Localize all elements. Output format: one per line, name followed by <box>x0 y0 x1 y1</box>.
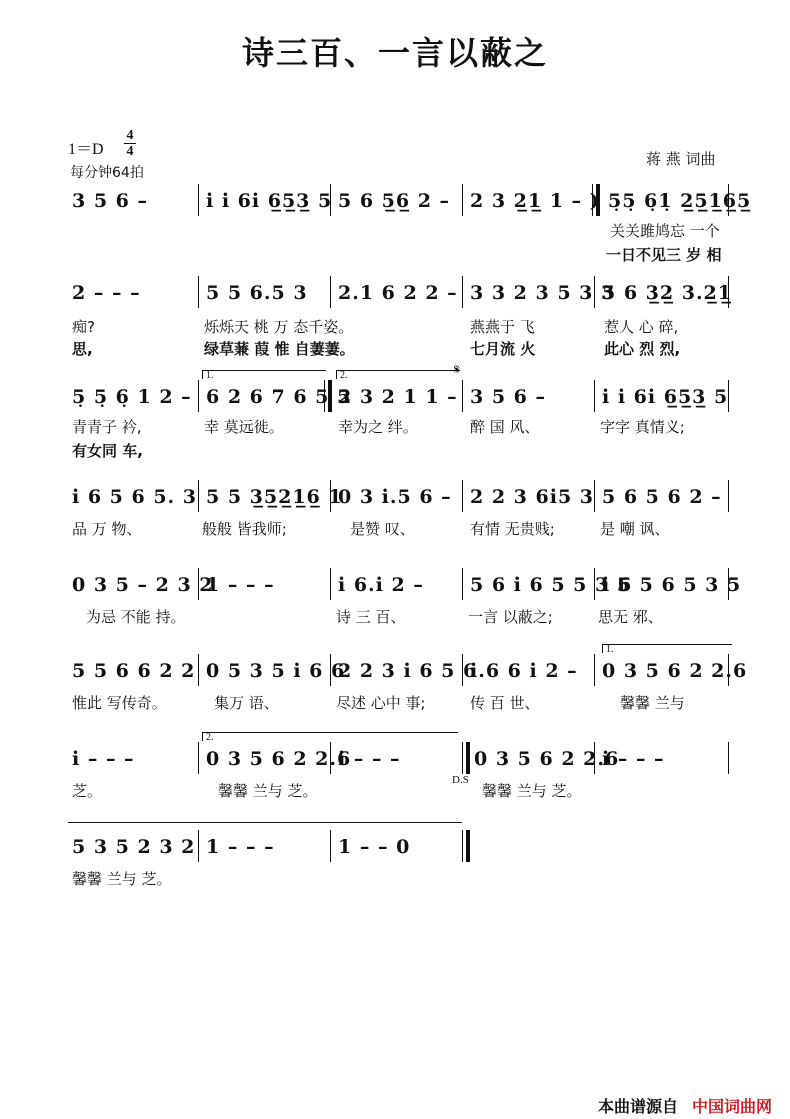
barline <box>198 480 199 512</box>
lyric: 尽述 心中 事; <box>336 694 426 712</box>
measure: 5̣5̣ 6̣1̣ 2̲5̲1̲6̲5̲ <box>608 190 752 212</box>
measure: 5̣ 5̣ 6̣ 1 2 – <box>72 386 192 408</box>
barline <box>728 742 729 774</box>
measure: 5 6 5̲6̲ 2 – <box>338 190 451 212</box>
measure: 3 5 6 – <box>72 190 149 212</box>
volta-2: 2. <box>202 732 458 741</box>
meter-top: 4 <box>126 128 134 143</box>
measure: 5 5 6 6 2 2 <box>72 660 196 682</box>
barline <box>728 568 729 600</box>
barline <box>594 480 595 512</box>
barline <box>330 568 331 600</box>
measure: 5 6 3̲2̲ 3.2̲1̲ <box>602 282 733 304</box>
measure: i 6 5 6 5. 3 <box>72 486 198 508</box>
measure: 2 3 2̲1̲ 1 – ) <box>470 190 600 212</box>
lyric: 幸 莫远徙。 <box>204 418 284 436</box>
barline <box>198 742 199 774</box>
measure: 0 3 5 6 2 2.6 <box>206 748 352 770</box>
lyric: 馨馨 兰与 <box>620 694 685 712</box>
measure: 5 5 6.5 3 <box>206 282 308 304</box>
footer-credit <box>598 1094 772 1117</box>
measure: 2 – – – <box>72 282 141 304</box>
barline <box>198 654 199 686</box>
lyric: 思无 邪、 <box>598 608 663 626</box>
lyric: 一日不见三 岁 相 <box>606 246 722 264</box>
lyric: 馨馨 兰与 芝。 <box>482 782 582 800</box>
lyric: 集万 语、 <box>214 694 279 712</box>
meter-bottom: 4 <box>126 144 134 159</box>
segno-icon: 𝄋 <box>454 362 461 378</box>
notes-line <box>68 656 748 686</box>
measure: 5 3 5 2 3 2 <box>72 836 196 858</box>
lyric: 痴? <box>72 318 95 336</box>
lyric: 惹人 心 碎, <box>604 318 679 336</box>
measure: 5 6 5 6 2 – <box>602 486 722 508</box>
footer-source-text: 本曲谱源自 <box>597 1097 678 1116</box>
measure: 6 2 6 7 6 5 5 <box>206 386 352 408</box>
barline <box>198 276 199 308</box>
measure: i i 6i 6̲5̲3̲ 5 <box>206 190 333 212</box>
lyric: 思, <box>72 340 93 358</box>
lyric: 有女同 车, <box>72 442 143 460</box>
measure: 5 5 3̲5̲2̲1̲6̲ 1 <box>206 486 343 508</box>
barline <box>594 276 595 308</box>
lyric: 此心 烈 烈, <box>604 340 681 358</box>
barline <box>198 184 199 216</box>
barline <box>330 654 331 686</box>
tempo-marking: 每分钟64拍 <box>70 165 144 181</box>
barline <box>462 654 463 686</box>
key-signature: 1＝D <box>68 141 104 158</box>
footer-site-link[interactable]: 中国词曲网 <box>691 1097 772 1116</box>
barline <box>330 276 331 308</box>
notes-line <box>68 382 730 412</box>
measure: 0 3 i.5 6 – <box>338 486 452 508</box>
lyric: 品 万 物、 <box>72 520 142 538</box>
barline <box>594 568 595 600</box>
barline <box>462 276 463 308</box>
barline <box>462 568 463 600</box>
final-barline <box>462 830 470 862</box>
lyric: 馨馨 兰与 芝。 <box>218 782 318 800</box>
barline <box>728 380 729 412</box>
measure: 3 3 2 3 5 3 3 <box>470 282 616 304</box>
notes-line <box>68 482 730 512</box>
barline <box>330 480 331 512</box>
lyric: 传 百 世、 <box>470 694 540 712</box>
barline <box>728 480 729 512</box>
lyric: 芝。 <box>72 782 103 800</box>
lyric: 七月流 火 <box>470 340 536 358</box>
lyric: 为忌 不能 持。 <box>86 608 186 626</box>
barline <box>330 184 331 216</box>
measure: 0 3 5 6 2 2.6 <box>474 748 620 770</box>
lyric: 惟此 写传奇。 <box>72 694 167 712</box>
volta-2: 2. <box>336 370 460 379</box>
lyric: 般般 皆我师; <box>202 520 287 538</box>
lyric: 烁烁天 桃 万 态千姿。 <box>204 318 354 336</box>
lyric: 醉 国 风、 <box>470 418 540 436</box>
bracket-line <box>68 822 462 823</box>
repeat-end-barline <box>324 380 332 412</box>
song-title: 诗三百、一言以蔽之 <box>241 34 548 72</box>
lyric: 燕燕于 飞 <box>470 318 535 336</box>
barline <box>462 380 463 412</box>
barline <box>198 830 199 862</box>
measure: i – – – <box>602 748 665 770</box>
measure: 1 – – 0 <box>338 836 411 858</box>
lyric: 绿草蒹 葭 惟 自萋萋。 <box>204 340 355 358</box>
measure: 2 3 2 1 1 – <box>338 386 458 408</box>
barline <box>728 184 729 216</box>
barline <box>198 568 199 600</box>
lyric: 关关雎鸠忘 一个 <box>610 222 720 240</box>
barline <box>330 830 331 862</box>
barline <box>594 654 595 686</box>
lyric: 是赞 叹、 <box>350 520 415 538</box>
volta-1: 1. <box>602 644 732 653</box>
measure: i 6 5 6 5 3 5 <box>602 574 742 596</box>
measure: i 6.i 2 – <box>338 574 424 596</box>
measure: 1 – – – <box>206 836 275 858</box>
time-signature <box>122 128 138 159</box>
volta-1: 1. <box>202 370 326 379</box>
dal-segno-mark: D.S <box>452 774 469 786</box>
barline <box>728 654 729 686</box>
measure: 1 – – – <box>206 574 275 596</box>
lyric: 字字 真情义; <box>600 418 685 436</box>
barline <box>462 480 463 512</box>
lyric: 馨馨 兰与 芝。 <box>72 870 172 888</box>
lyric: 是 嘲 讽、 <box>600 520 670 538</box>
notes-line <box>68 278 733 308</box>
barline <box>330 742 331 774</box>
measure: 2.1 6 2 2 – <box>338 282 458 304</box>
barline <box>594 742 595 774</box>
notes-line <box>68 744 730 774</box>
barline <box>462 184 463 216</box>
measure: i.6 6 i 2 – <box>470 660 578 682</box>
measure: i i 6i 6̲5̲3̲ 5 <box>602 386 729 408</box>
lyric: 诗 三 百、 <box>336 608 406 626</box>
repeat-start-barline <box>592 184 600 216</box>
lyric: 有情 无贵贱; <box>470 520 555 538</box>
measure: 2 2 3 i 6 5 6 <box>338 660 478 682</box>
lyric: 一言 以蔽之; <box>468 608 553 626</box>
notes-line <box>68 186 752 216</box>
measure: 3 5 6 – <box>470 386 547 408</box>
measure: i – – – <box>72 748 135 770</box>
measure: 0 3 5 – 2 3 2 <box>72 574 214 596</box>
barline <box>594 380 595 412</box>
measure: 0 3 5 6 2 2.6 <box>602 660 748 682</box>
author-credit: 蒋 燕 词曲 <box>646 150 716 168</box>
measure: 5 6 i 6 5 5 3 5 <box>470 574 632 596</box>
measure: i – – – <box>338 748 401 770</box>
lyric: 幸为之 绊。 <box>338 418 418 436</box>
measure: 2 2 3 6i5 3 <box>470 486 594 508</box>
barline <box>198 380 199 412</box>
measure: 0 5 3 5 i 6 6 <box>206 660 346 682</box>
lyric: 青青子 衿, <box>72 418 142 436</box>
notes-line <box>68 570 742 600</box>
double-barline <box>462 742 470 774</box>
barline <box>728 276 729 308</box>
notes-line <box>68 832 730 862</box>
